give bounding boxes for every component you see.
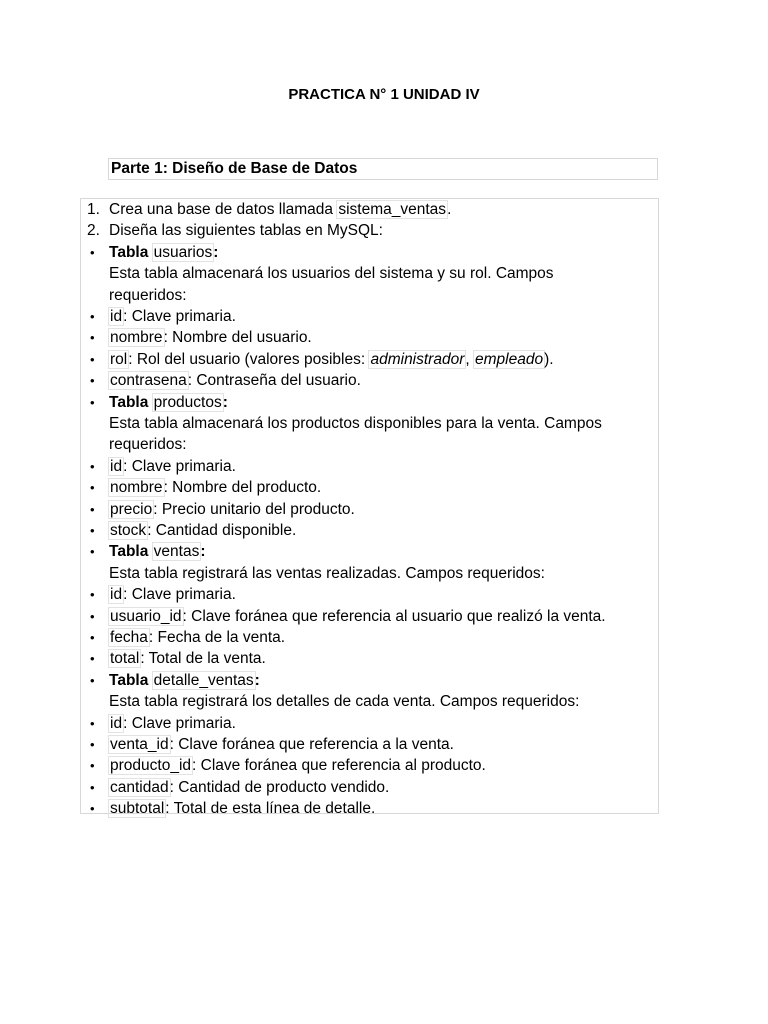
field-name: stock: [110, 522, 147, 539]
list-item: [109, 413, 654, 434]
field-name: detalle_ventas: [153, 671, 254, 689]
item-text: : Total de esta línea de detalle.: [165, 800, 376, 818]
bullet-marker: •: [90, 737, 95, 752]
item-text: Tabla: [109, 543, 149, 561]
item-text: Esta tabla almacenará los productos disponibles para la venta. Campos: [109, 415, 602, 432]
field-name: total: [110, 650, 140, 668]
list-number: 2.: [87, 222, 100, 240]
item-text: requeridos:: [109, 286, 187, 304]
item-text: Esta tabla registrará los detalles de cada venta. Campos requeridos:: [109, 693, 580, 711]
list-item: [109, 199, 654, 220]
bullet-marker: •: [90, 351, 95, 367]
field-name: producto_id: [110, 757, 192, 775]
item-text: : Cantidad disponible.: [147, 522, 297, 539]
list-item: [109, 327, 654, 348]
item-text: : Contraseña del usuario.: [187, 372, 361, 390]
list-item: [109, 285, 654, 306]
list-item: [109, 798, 654, 819]
list-number: 1.: [87, 201, 100, 218]
list-item: [109, 306, 654, 327]
field-name: venta_id: [110, 736, 169, 753]
list-item: [109, 734, 654, 755]
field-name: subtotal: [110, 800, 165, 818]
item-text: Diseña las siguientes tablas en MySQL:: [109, 222, 383, 240]
field-name: usuario_id: [110, 607, 182, 625]
item-text: : Fecha de la venta.: [148, 629, 286, 646]
item-text: : Clave foránea que referencia al producto.: [192, 757, 486, 775]
item-text: Tabla: [109, 393, 149, 411]
list-item: [109, 541, 654, 562]
item-text: : Clave foránea que referencia al usuario que realizó la venta.: [182, 607, 606, 625]
list-item: [109, 777, 654, 798]
list-item: [109, 691, 654, 712]
bullet-marker: •: [90, 458, 95, 474]
bullet-marker: •: [90, 651, 95, 667]
part-heading: Parte 1: Diseño de Base de Datos: [108, 158, 658, 180]
item-text: Esta tabla registrará las ventas realizadas. Campos requeridos:: [109, 564, 545, 582]
item-text: :: [200, 543, 206, 561]
bullet-marker: •: [90, 715, 95, 731]
item-text: Crea una base de datos llamada: [109, 201, 338, 218]
list-item: [109, 755, 654, 776]
list-item: [109, 713, 654, 734]
list-item: [109, 242, 654, 263]
item-text: Tabla: [109, 671, 149, 689]
list-item: [109, 434, 654, 455]
field-name: id: [110, 308, 123, 325]
item-text: : Nombre del producto.: [163, 479, 322, 497]
list-item: [109, 563, 654, 584]
item-text: : Rol del usuario (valores posibles:: [128, 350, 370, 368]
bullet-marker: •: [90, 608, 95, 624]
bullet-marker: •: [90, 394, 95, 410]
document-title: PRACTICA N° 1 UNIDAD IV: [288, 86, 480, 103]
item-text: : Clave foránea que referencia a la venta.: [169, 736, 454, 753]
item-text: : Nombre del usuario.: [163, 329, 312, 347]
list-item: [109, 263, 654, 284]
item-text: : Clave primaria.: [123, 586, 236, 604]
bullet-marker: •: [90, 758, 95, 774]
list-item: [109, 584, 654, 605]
bullet-marker: •: [90, 779, 95, 795]
item-text: : Total de la venta.: [140, 650, 266, 668]
item-text: ,: [465, 350, 474, 368]
item-text: :: [213, 243, 219, 261]
item-text: : Cantidad de producto vendido.: [169, 778, 390, 796]
list-item: [109, 606, 654, 627]
item-text: Tabla: [109, 243, 149, 261]
item-text: :: [222, 393, 228, 411]
field-name: nombre: [110, 329, 163, 347]
field-name: contrasena: [110, 372, 187, 390]
list-item: [109, 499, 654, 520]
list-item: [109, 477, 654, 498]
list-item: [109, 648, 654, 669]
list-item: [109, 456, 654, 477]
field-name: id: [110, 586, 123, 604]
item-text: : Clave primaria.: [123, 714, 236, 732]
field-name: administrador: [370, 350, 465, 368]
bullet-marker: •: [90, 544, 95, 560]
item-text: : Clave primaria.: [123, 308, 236, 325]
field-name: nombre: [110, 479, 163, 497]
bullet-marker: •: [90, 501, 95, 517]
field-name: usuarios: [153, 243, 213, 261]
item-text: : Precio unitario del producto.: [153, 500, 355, 518]
item-text: : Clave primaria.: [123, 457, 236, 475]
list-item: [109, 220, 654, 241]
bullet-marker: •: [90, 630, 95, 645]
instructions-list: [80, 198, 659, 818]
item-text: .: [447, 201, 452, 218]
item-text: ).: [544, 350, 554, 368]
item-text: requeridos:: [109, 436, 187, 454]
field-name: precio: [110, 500, 153, 518]
list-item: [109, 627, 654, 648]
field-name: cantidad: [110, 778, 169, 796]
bullet-marker: •: [90, 801, 95, 817]
item-text: Esta tabla almacenará los usuarios del sistema y su rol. Campos: [109, 265, 554, 283]
field-name: fecha: [110, 629, 148, 646]
bullet-marker: •: [90, 309, 95, 324]
bullet-marker: •: [90, 480, 95, 496]
bullet-marker: •: [90, 244, 95, 260]
bullet-marker: •: [90, 672, 95, 688]
list-item: [109, 370, 654, 391]
item-text: :: [254, 671, 260, 689]
bullet-marker: •: [90, 587, 95, 603]
field-name: rol: [110, 350, 128, 368]
field-name: id: [110, 714, 123, 732]
bullet-marker: •: [90, 373, 95, 389]
list-item: [109, 392, 654, 413]
field-name: id: [110, 457, 123, 475]
field-name: sistema_ventas: [338, 201, 447, 218]
list-item: [109, 520, 654, 541]
list-item: [109, 670, 654, 691]
list-item: [109, 349, 654, 370]
field-name: productos: [153, 393, 222, 411]
bullet-marker: •: [90, 330, 95, 346]
bullet-marker: •: [90, 523, 95, 538]
field-name: empleado: [475, 350, 544, 368]
field-name: ventas: [153, 543, 200, 561]
